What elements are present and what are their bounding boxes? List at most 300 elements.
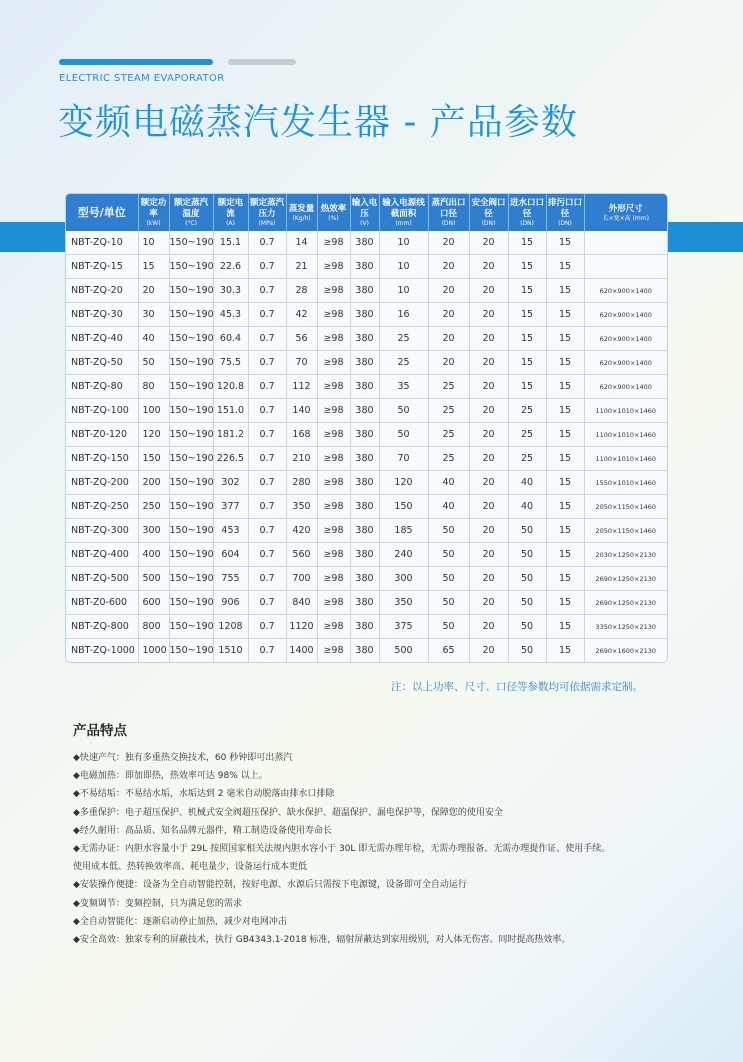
table-cell: 0.7 bbox=[248, 375, 286, 399]
table-cell: 0.7 bbox=[248, 543, 286, 567]
table-cell: ≥98 bbox=[317, 495, 350, 519]
table-cell: 380 bbox=[350, 375, 379, 399]
model-cell: NBT-ZQ-250 bbox=[66, 495, 138, 519]
table-cell: 15 bbox=[546, 231, 584, 255]
table-cell: 15 bbox=[546, 639, 584, 663]
table-cell: 0.7 bbox=[248, 231, 286, 255]
table-cell: 30 bbox=[138, 303, 169, 327]
table-cell: ≥98 bbox=[317, 279, 350, 303]
table-cell: 150~190 bbox=[169, 447, 213, 471]
feature-item: ◆电磁加热：即加即热，热效率可达 98% 以上。 bbox=[73, 771, 268, 782]
table-cell: 50 bbox=[428, 519, 469, 543]
table-cell: 0.7 bbox=[248, 303, 286, 327]
table-cell: 20 bbox=[428, 303, 469, 327]
table-cell: 380 bbox=[350, 255, 379, 279]
table-cell: 15 bbox=[546, 447, 584, 471]
table-cell: 0.7 bbox=[248, 399, 286, 423]
table-cell: 620×900×1400 bbox=[584, 279, 667, 303]
table-cell: 50 bbox=[138, 351, 169, 375]
table-cell: 700 bbox=[286, 567, 317, 591]
table-cell: 15 bbox=[546, 423, 584, 447]
table-cell: 0.7 bbox=[248, 351, 286, 375]
table-cell: 380 bbox=[350, 423, 379, 447]
column-header-unit: (MPa) bbox=[258, 220, 276, 227]
table-cell: 30.3 bbox=[213, 279, 248, 303]
column-header-label: 输入电压 bbox=[351, 198, 378, 219]
table-cell: ≥98 bbox=[317, 639, 350, 663]
table-cell: ≥98 bbox=[317, 255, 350, 279]
table-cell: 150~190 bbox=[169, 615, 213, 639]
table-cell: 25 bbox=[379, 327, 428, 351]
table-cell: 25 bbox=[428, 375, 469, 399]
table-cell: 15 bbox=[138, 255, 169, 279]
table-cell: 380 bbox=[350, 351, 379, 375]
column-header bbox=[138, 194, 169, 231]
column-header bbox=[213, 194, 248, 231]
table-row bbox=[66, 543, 667, 567]
table-cell: 380 bbox=[350, 231, 379, 255]
table-cell: 16 bbox=[379, 303, 428, 327]
feature-item: ◆全自动智能化：逐渐启动停止加热，减少对电网冲击 bbox=[73, 916, 287, 927]
column-header-label: 蒸汽出口口径 bbox=[431, 198, 466, 219]
table-cell: 140 bbox=[286, 399, 317, 423]
table-cell: 15 bbox=[546, 543, 584, 567]
table-cell: 50 bbox=[428, 591, 469, 615]
table-cell: 50 bbox=[508, 543, 546, 567]
table-cell: 377 bbox=[213, 495, 248, 519]
table-cell: 1510 bbox=[213, 639, 248, 663]
table-cell: 15 bbox=[546, 279, 584, 303]
table-cell: 22.6 bbox=[213, 255, 248, 279]
table-cell: 1100×1010×1460 bbox=[584, 423, 667, 447]
table-cell: 300 bbox=[138, 519, 169, 543]
table-cell: 50 bbox=[508, 591, 546, 615]
column-header-unit: (kW) bbox=[146, 220, 161, 227]
table-cell: 15 bbox=[546, 495, 584, 519]
table-cell: ≥98 bbox=[317, 303, 350, 327]
table-body bbox=[66, 231, 667, 662]
table-cell: 15 bbox=[508, 327, 546, 351]
table-cell: ≥98 bbox=[317, 591, 350, 615]
column-header-unit: (DN) bbox=[558, 220, 572, 227]
table-cell: 40 bbox=[138, 327, 169, 351]
model-cell: NBT-ZQ-15 bbox=[66, 255, 138, 279]
table-cell: 1100×1010×1460 bbox=[584, 447, 667, 471]
table-cell: 25 bbox=[428, 423, 469, 447]
column-header bbox=[508, 194, 546, 231]
table-cell: ≥98 bbox=[317, 351, 350, 375]
table-cell: 15 bbox=[546, 615, 584, 639]
table-cell: 50 bbox=[428, 567, 469, 591]
table-cell: 80 bbox=[138, 375, 169, 399]
table-cell: 2690×1250×2130 bbox=[584, 567, 667, 591]
table-cell: 25 bbox=[508, 423, 546, 447]
table-cell: 620×900×1400 bbox=[584, 375, 667, 399]
table-cell: 40 bbox=[508, 471, 546, 495]
model-cell: NBT-ZQ-10 bbox=[66, 231, 138, 255]
table-cell: 20 bbox=[428, 231, 469, 255]
table-cell: 120.8 bbox=[213, 375, 248, 399]
model-cell: NBT-ZQ-1000 bbox=[66, 639, 138, 663]
table-cell: 150~190 bbox=[169, 255, 213, 279]
spec-table-container bbox=[65, 193, 668, 663]
table-cell: 50 bbox=[379, 423, 428, 447]
table-cell: 0.7 bbox=[248, 327, 286, 351]
feature-item: ◆安装操作便捷：设备为全自动智能控制，按好电源、水源后只需按下电源键，设备即可全自动运行 bbox=[73, 880, 467, 891]
table-cell: 15 bbox=[508, 375, 546, 399]
feature-item: ◆多重保护：电子超压保护、机械式安全阀超压保护、缺水保护、超温保护、漏电保护等，保障您的使用安全 bbox=[73, 807, 503, 818]
table-cell: ≥98 bbox=[317, 471, 350, 495]
table-cell: 15 bbox=[546, 519, 584, 543]
table-cell: 20 bbox=[469, 351, 508, 375]
table-cell: 40 bbox=[508, 495, 546, 519]
table-cell: 210 bbox=[286, 447, 317, 471]
table-cell: 25 bbox=[508, 399, 546, 423]
column-header-label: 蒸发量 bbox=[288, 203, 315, 214]
table-cell: 50 bbox=[508, 567, 546, 591]
table-cell: 380 bbox=[350, 471, 379, 495]
table-cell: 20 bbox=[428, 279, 469, 303]
model-cell: NBT-ZQ-80 bbox=[66, 375, 138, 399]
model-cell: NBT-ZQ-500 bbox=[66, 567, 138, 591]
table-row bbox=[66, 519, 667, 543]
table-cell: 15 bbox=[508, 279, 546, 303]
table-cell: 60.4 bbox=[213, 327, 248, 351]
table-cell: 15.1 bbox=[213, 231, 248, 255]
table-cell: 168 bbox=[286, 423, 317, 447]
table-cell: 20 bbox=[469, 471, 508, 495]
table-cell: 15 bbox=[546, 591, 584, 615]
table-cell: 20 bbox=[469, 519, 508, 543]
model-cell: NBT-ZQ-50 bbox=[66, 351, 138, 375]
column-header bbox=[546, 194, 584, 231]
table-row bbox=[66, 303, 667, 327]
table-cell: 20 bbox=[469, 447, 508, 471]
table-row bbox=[66, 255, 667, 279]
table-cell bbox=[584, 255, 667, 279]
table-cell: 185 bbox=[379, 519, 428, 543]
table-cell: ≥98 bbox=[317, 543, 350, 567]
column-header-unit: (A) bbox=[226, 220, 235, 227]
table-cell: 15 bbox=[508, 351, 546, 375]
table-cell: 120 bbox=[379, 471, 428, 495]
table-cell: 380 bbox=[350, 567, 379, 591]
spec-table bbox=[66, 194, 667, 662]
model-cell: NBT-ZQ-400 bbox=[66, 543, 138, 567]
table-cell: 620×900×1400 bbox=[584, 303, 667, 327]
table-cell: ≥98 bbox=[317, 615, 350, 639]
table-cell: 755 bbox=[213, 567, 248, 591]
table-cell: 150~190 bbox=[169, 639, 213, 663]
table-cell: 10 bbox=[379, 255, 428, 279]
column-header-unit: (DN) bbox=[441, 220, 456, 227]
table-cell: 15 bbox=[546, 567, 584, 591]
table-cell: 380 bbox=[350, 591, 379, 615]
table-cell: 380 bbox=[350, 615, 379, 639]
table-cell: 1120 bbox=[286, 615, 317, 639]
table-cell: 15 bbox=[508, 255, 546, 279]
table-cell: 20 bbox=[469, 375, 508, 399]
table-cell: 0.7 bbox=[248, 447, 286, 471]
table-cell: 150~190 bbox=[169, 399, 213, 423]
column-header bbox=[350, 194, 379, 231]
table-row bbox=[66, 351, 667, 375]
table-cell: 50 bbox=[508, 519, 546, 543]
table-cell: 151.0 bbox=[213, 399, 248, 423]
table-cell: 20 bbox=[469, 399, 508, 423]
table-cell: 15 bbox=[546, 327, 584, 351]
table-cell: 604 bbox=[213, 543, 248, 567]
table-cell: 375 bbox=[379, 615, 428, 639]
table-cell: 1100×1010×1460 bbox=[584, 399, 667, 423]
features-list bbox=[73, 749, 713, 949]
table-cell: 380 bbox=[350, 639, 379, 663]
model-cell: NBT-ZQ-40 bbox=[66, 327, 138, 351]
table-cell: 15 bbox=[546, 255, 584, 279]
table-cell: ≥98 bbox=[317, 231, 350, 255]
table-cell: 70 bbox=[286, 351, 317, 375]
column-header-unit: 长×宽×高 (mm) bbox=[602, 214, 649, 222]
table-cell: 0.7 bbox=[248, 615, 286, 639]
table-row bbox=[66, 495, 667, 519]
table-cell: ≥98 bbox=[317, 375, 350, 399]
table-cell: 0.7 bbox=[248, 423, 286, 447]
column-header-label: 额定蒸汽压力 bbox=[249, 198, 284, 219]
table-cell: 50 bbox=[379, 399, 428, 423]
table-cell: 500 bbox=[138, 567, 169, 591]
feature-item: ◆经久耐用：高品质、知名品牌元器件，精工制造设备使用寿命长 bbox=[73, 825, 332, 836]
feature-item: ◆快速产气：独有多重热交换技术，60 秒钟即可出蒸汽 bbox=[73, 753, 293, 763]
table-cell: 50 bbox=[428, 615, 469, 639]
column-header bbox=[248, 194, 286, 231]
table-cell: 2030×1250×2130 bbox=[584, 543, 667, 567]
table-cell: 2050×1150×1460 bbox=[584, 495, 667, 519]
model-cell: NBT-ZQ-200 bbox=[66, 471, 138, 495]
column-header-unit: (DN) bbox=[520, 220, 534, 227]
table-cell: 28 bbox=[286, 279, 317, 303]
model-cell: NBT-ZQ-100 bbox=[66, 399, 138, 423]
table-cell: 150~190 bbox=[169, 567, 213, 591]
table-cell: 20 bbox=[469, 279, 508, 303]
table-cell: 15 bbox=[546, 399, 584, 423]
table-cell: 150 bbox=[138, 447, 169, 471]
table-cell: 100 bbox=[138, 399, 169, 423]
table-row bbox=[66, 375, 667, 399]
page-title: 变频电磁蒸汽发生器 - 产品参数 bbox=[58, 102, 578, 143]
table-cell: 15 bbox=[546, 471, 584, 495]
table-cell: 150~190 bbox=[169, 519, 213, 543]
table-cell: 400 bbox=[138, 543, 169, 567]
table-cell: 20 bbox=[469, 543, 508, 567]
table-cell: ≥98 bbox=[317, 519, 350, 543]
table-cell: ≥98 bbox=[317, 567, 350, 591]
table-cell: 906 bbox=[213, 591, 248, 615]
table-cell: ≥98 bbox=[317, 327, 350, 351]
table-cell: 302 bbox=[213, 471, 248, 495]
table-cell: 0.7 bbox=[248, 519, 286, 543]
column-header-label: 热效率 bbox=[320, 203, 347, 214]
table-cell: 280 bbox=[286, 471, 317, 495]
table-row bbox=[66, 231, 667, 255]
table-cell: 40 bbox=[428, 471, 469, 495]
table-cell: 20 bbox=[428, 351, 469, 375]
column-header bbox=[66, 194, 138, 231]
column-header-label: 输入电源线截面积 bbox=[382, 198, 425, 219]
table-cell: 45.3 bbox=[213, 303, 248, 327]
table-cell: 380 bbox=[350, 447, 379, 471]
column-header-unit: (mm) bbox=[395, 220, 412, 227]
table-cell: 70 bbox=[379, 447, 428, 471]
table-cell: 0.7 bbox=[248, 255, 286, 279]
table-cell: 620×900×1400 bbox=[584, 327, 667, 351]
column-header bbox=[317, 194, 350, 231]
column-header-label: 排污口口径 bbox=[547, 198, 582, 219]
column-header-label: 进水口口径 bbox=[509, 198, 544, 219]
table-cell: 150~190 bbox=[169, 591, 213, 615]
table-cell: 21 bbox=[286, 255, 317, 279]
table-cell: 15 bbox=[546, 375, 584, 399]
table-cell: 240 bbox=[379, 543, 428, 567]
feature-item: ◆安全高效：独家专利的屏蔽技术，执行 GB4343.1-2018 标准，辐射屏蔽达到家用级别，对人体无伤害。同时提高热效率。 bbox=[73, 935, 571, 946]
table-row bbox=[66, 399, 667, 423]
table-cell: 380 bbox=[350, 327, 379, 351]
column-header bbox=[169, 194, 213, 231]
customization-note: 注：以上功率、尺寸、口径等参数均可依据需求定制。 bbox=[391, 681, 643, 693]
table-row bbox=[66, 591, 667, 615]
table-cell: 3350×1250×2130 bbox=[584, 615, 667, 639]
table-row bbox=[66, 639, 667, 663]
table-cell: 350 bbox=[286, 495, 317, 519]
table-row bbox=[66, 327, 667, 351]
column-header-unit: (V) bbox=[360, 220, 369, 227]
table-cell: 500 bbox=[379, 639, 428, 663]
table-cell: 40 bbox=[428, 495, 469, 519]
table-cell: 20 bbox=[469, 639, 508, 663]
table-cell: 20 bbox=[469, 303, 508, 327]
column-header-label: 型号/单位 bbox=[77, 206, 126, 219]
table-cell: 10 bbox=[138, 231, 169, 255]
model-cell: NBT-ZQ-300 bbox=[66, 519, 138, 543]
table-cell: 380 bbox=[350, 495, 379, 519]
table-cell: 420 bbox=[286, 519, 317, 543]
table-cell: 0.7 bbox=[248, 471, 286, 495]
table-cell: 200 bbox=[138, 471, 169, 495]
table-cell: 15 bbox=[546, 351, 584, 375]
table-row bbox=[66, 615, 667, 639]
table-cell: 2690×1250×2130 bbox=[584, 591, 667, 615]
table-cell: 0.7 bbox=[248, 495, 286, 519]
table-cell: 20 bbox=[428, 327, 469, 351]
table-cell: 10 bbox=[379, 231, 428, 255]
model-cell: NBT-ZQ-800 bbox=[66, 615, 138, 639]
table-cell: 42 bbox=[286, 303, 317, 327]
table-cell: 15 bbox=[546, 303, 584, 327]
table-cell: 15 bbox=[508, 231, 546, 255]
column-header bbox=[379, 194, 428, 231]
table-cell: 150~190 bbox=[169, 231, 213, 255]
table-cell: 150~190 bbox=[169, 303, 213, 327]
table-cell: 560 bbox=[286, 543, 317, 567]
table-cell: 1208 bbox=[213, 615, 248, 639]
table-row bbox=[66, 423, 667, 447]
column-header-unit: (%) bbox=[328, 214, 339, 222]
table-cell: 20 bbox=[469, 591, 508, 615]
table-cell: 50 bbox=[508, 615, 546, 639]
table-cell: 20 bbox=[469, 567, 508, 591]
column-header bbox=[584, 194, 667, 231]
table-cell: 20 bbox=[138, 279, 169, 303]
column-header-label: 额定电流 bbox=[217, 198, 244, 219]
model-cell: NBT-ZQ-20 bbox=[66, 279, 138, 303]
model-cell: NBT-ZQ-150 bbox=[66, 447, 138, 471]
table-cell: 600 bbox=[138, 591, 169, 615]
table-cell: 120 bbox=[138, 423, 169, 447]
column-header-label: 安全阀口径 bbox=[471, 198, 506, 219]
table-cell: 35 bbox=[379, 375, 428, 399]
table-cell: 150~190 bbox=[169, 351, 213, 375]
table-cell: 25 bbox=[379, 351, 428, 375]
table-row bbox=[66, 447, 667, 471]
table-cell: 0.7 bbox=[248, 279, 286, 303]
table-cell: 2050×1150×1460 bbox=[584, 519, 667, 543]
column-header bbox=[286, 194, 317, 231]
model-cell: NBT-Z0-120 bbox=[66, 423, 138, 447]
table-cell: 453 bbox=[213, 519, 248, 543]
column-header-unit: (Kg/h) bbox=[292, 214, 311, 222]
table-cell: 10 bbox=[379, 279, 428, 303]
table-cell: 20 bbox=[469, 327, 508, 351]
table-cell: 380 bbox=[350, 543, 379, 567]
table-cell: 50 bbox=[428, 543, 469, 567]
table-cell: ≥98 bbox=[317, 447, 350, 471]
table-cell: 20 bbox=[469, 231, 508, 255]
table-cell: 150~190 bbox=[169, 279, 213, 303]
table-cell: 250 bbox=[138, 495, 169, 519]
table-cell: 2690×1600×2130 bbox=[584, 639, 667, 663]
table-cell: 65 bbox=[428, 639, 469, 663]
column-header-label: 额定蒸汽温度 bbox=[173, 198, 208, 219]
feature-item: ◆无需办证：内胆水容量小于 29L 按照国家相关法规内胆水容小于 30L 即无需办理年检，无需办理报备、无需办理提作证、使用手续。 bbox=[73, 844, 611, 855]
eyebrow-text: ELECTRIC STEAM EVAPORATOR bbox=[59, 73, 225, 84]
table-cell: 25 bbox=[428, 447, 469, 471]
table-cell: 300 bbox=[379, 567, 428, 591]
table-cell: 25 bbox=[508, 447, 546, 471]
table-cell: 150~190 bbox=[169, 471, 213, 495]
feature-item: 使用成本低、热转换效率高、耗电量少，设备运行成本更低 bbox=[73, 862, 308, 873]
table-row bbox=[66, 567, 667, 591]
table-cell: 150~190 bbox=[169, 543, 213, 567]
model-cell: NBT-Z0-600 bbox=[66, 591, 138, 615]
feature-item: ◆不易结垢：不易结水垢，水垢达到 2 毫米自动脱落由排水口排除 bbox=[73, 789, 335, 800]
table-cell: 380 bbox=[350, 519, 379, 543]
column-header-unit: (DN) bbox=[481, 220, 496, 227]
feature-item: ◆变频调节：变频控制，只为满足您的需求 bbox=[73, 898, 242, 909]
table-cell: 380 bbox=[350, 303, 379, 327]
column-header bbox=[469, 194, 508, 231]
table-cell: 50 bbox=[508, 639, 546, 663]
table-cell: 150~190 bbox=[169, 495, 213, 519]
table-cell: 56 bbox=[286, 327, 317, 351]
table-cell: 840 bbox=[286, 591, 317, 615]
model-cell: NBT-ZQ-30 bbox=[66, 303, 138, 327]
table-cell: 150~190 bbox=[169, 423, 213, 447]
table-cell: 20 bbox=[469, 423, 508, 447]
table-cell: 1400 bbox=[286, 639, 317, 663]
table-cell: 112 bbox=[286, 375, 317, 399]
table-cell: 181.2 bbox=[213, 423, 248, 447]
table-cell: 620×900×1400 bbox=[584, 351, 667, 375]
table-cell: 800 bbox=[138, 615, 169, 639]
